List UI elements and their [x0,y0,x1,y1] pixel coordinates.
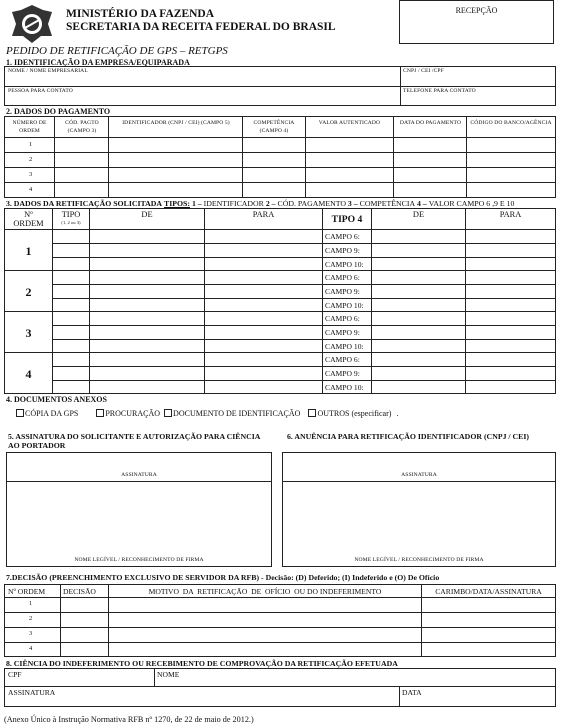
name-field-label[interactable]: NOME [157,670,180,679]
phone-field-label[interactable]: TELEFONE PARA CONTATO [403,88,476,94]
col-de-2: DE [412,210,425,219]
acknowledgment-table [4,668,556,707]
contact-field-label[interactable]: PESSOA PARA CONTATO [8,88,73,94]
payment-table [4,116,556,198]
rect-order-number: 1 [25,244,32,258]
reception-box [399,0,554,44]
rect-order-number: 4 [25,367,32,381]
col-payment-date: DATA DO PAGAMENTO [399,120,462,126]
col-tipo-sub: (1, 2 ou 3) [61,220,81,225]
reception-label: RECEPÇÃO [455,6,498,15]
section-7-title: 7.DECISÃO (PREENCHIMENTO EXCLUSIVO DE SERVIDOR DA RFB) - Decisão: (D) Deferido; (I) Indeferido e (O) De Ofício [6,573,440,582]
name-field-label[interactable]: NOME / NOME EMPRESARIAL [8,68,88,74]
campo-label: CAMPO 9: [325,369,360,378]
checkbox-id-document[interactable] [164,409,172,417]
signature-field-label[interactable]: ASSINATURA [8,688,56,697]
campo-label: CAMPO 9: [325,287,360,296]
col-tipo: TIPO [61,210,81,219]
campo-label: CAMPO 10: [325,342,364,351]
col-reason: MOTIVO DA RETIFICAÇÃO DE OFÍCIO OU DO INDEFERIMENTO [148,587,382,596]
campo-label: CAMPO 10: [325,260,364,269]
decision-table [4,584,556,657]
cnpj-field-label[interactable]: CNPJ / CEI /CPF [403,68,444,74]
col-competence: COMPETÊNCIA (CAMPO 4) [253,120,295,134]
attachment-label: PROCURAÇÃO [105,409,161,418]
col-de: DE [141,210,153,219]
section-6-title: 6. ANUÊNCIA PARA RETIFICAÇÃO IDENTIFICADOR (CNPJ / CEI) [287,432,530,441]
tipo4-header: TIPO 4 [331,214,363,225]
section-1-title: 1. IDENTIFICAÇÃO DA EMPRESA/EQUIPARADA [6,58,190,67]
campo-label: CAMPO 6: [325,314,360,323]
decision-row-number: 2 [29,615,33,622]
rect-order-number: 3 [25,326,32,340]
col-bank-code: CÓDIGO DO BANCO/AGÊNCIA [470,120,552,126]
campo-label: CAMPO 6: [325,355,360,364]
payment-row-number: 4 [29,186,33,193]
rectification-table [4,208,556,394]
col-identifier: IDENTIFICADOR (CNPJ / CEI) (CAMPO 5) [122,120,230,126]
section-1-table [4,66,556,106]
section-5-title: 5. ASSINATURA DO SOLICITANTE E AUTORIZAÇÃO PARA CIÊNCIA AO PORTADOR [8,432,261,450]
campo-label: CAMPO 9: [325,246,360,255]
secretariat-title: SECRETARIA DA RECEITA FEDERAL DO BRASIL [66,21,336,33]
section-4-title: 4. DOCUMENTOS ANEXOS [6,395,107,404]
campo-label: CAMPO 6: [325,273,360,282]
ministry-title: MINISTÉRIO DA FAZENDA [66,8,215,20]
payment-row-number: 1 [29,141,33,148]
section-3-title: 3. DADOS DA RETIFICAÇÃO SOLICITADA TIPOS: 1 – IDENTIFICADOR 2 – CÓD. PAGAMENTO 3 – COMPETÊNCIA 4 – VALOR CAMPO 6 ,9 E 10 [6,199,515,208]
campo-label: CAMPO 6: [325,232,360,241]
section-8-title: 8. CIÊNCIA DO INDEFERIMENTO OU RECEBIMENTO DE COMPROVAÇÃO DA RETIFICAÇÃO EFETUADA [6,659,398,668]
signature-label: ASSINATURA [401,472,437,478]
decision-row-number: 1 [29,600,33,607]
col-order: NÚMERO DE ORDEM [12,120,47,134]
col-order-label: ORDEM [13,219,44,228]
attachment-label: OUTROS (especificar) [317,409,392,418]
consent-signature-box[interactable] [282,452,556,567]
campo-label: CAMPO 9: [325,328,360,337]
col-para-2: PARA [499,210,522,219]
col-order-n: Nº [24,210,33,219]
checkbox-gps-copy[interactable] [16,409,24,417]
legible-name-label: NOME LEGÍVEL / RECONHECIMENTO DE FIRMA [354,557,484,563]
checkbox-power-of-attorney[interactable] [96,409,104,417]
section-2-title: 2. DADOS DO PAGAMENTO [6,107,111,116]
checkbox-other[interactable] [308,409,316,417]
footer-note: (Anexo Único à Instrução Normativa RFB nº 1270, de 22 de maio de 2012.) [4,715,254,724]
coat-of-arms-logo [8,4,56,44]
col-stamp: CARIMBO/DATA/ASSINATURA [435,587,542,596]
campo-label: CAMPO 10: [325,301,364,310]
form-title: PEDIDO DE RETIFICAÇÃO DE GPS – RETGPS [6,45,228,57]
payment-row-number: 2 [29,156,33,163]
rect-order-number: 2 [25,285,32,299]
attachment-label: DOCUMENTO DE IDENTIFICAÇÃO [173,409,301,418]
decision-row-number: 3 [29,630,33,637]
col-authenticated-value: VALOR AUTENTICADO [318,120,381,126]
applicant-signature-box[interactable] [6,452,272,567]
col-decision: DECISÃO [63,587,96,596]
attachments-row: CÓPIA DA GPS PROCURAÇÃO DOCUMENTO DE IDENTIFICAÇÃO OUTROS (especificar) . [16,409,398,418]
col-decision-order: Nº ORDEM [8,587,46,596]
signature-label: ASSINATURA [121,472,157,478]
col-pay-code: CÓD. PAGTO (CAMPO 3) [65,120,99,134]
date-field-label[interactable]: DATA [402,688,422,697]
col-para: PARA [252,210,275,219]
decision-row-number: 4 [29,645,33,652]
cpf-field-label[interactable]: CPF [8,670,22,679]
campo-label: CAMPO 10: [325,383,364,392]
attachment-label: CÓPIA DA GPS [25,409,79,418]
payment-row-number: 3 [29,171,33,178]
legible-name-label: NOME LEGÍVEL / RECONHECIMENTO DE FIRMA [74,557,204,563]
